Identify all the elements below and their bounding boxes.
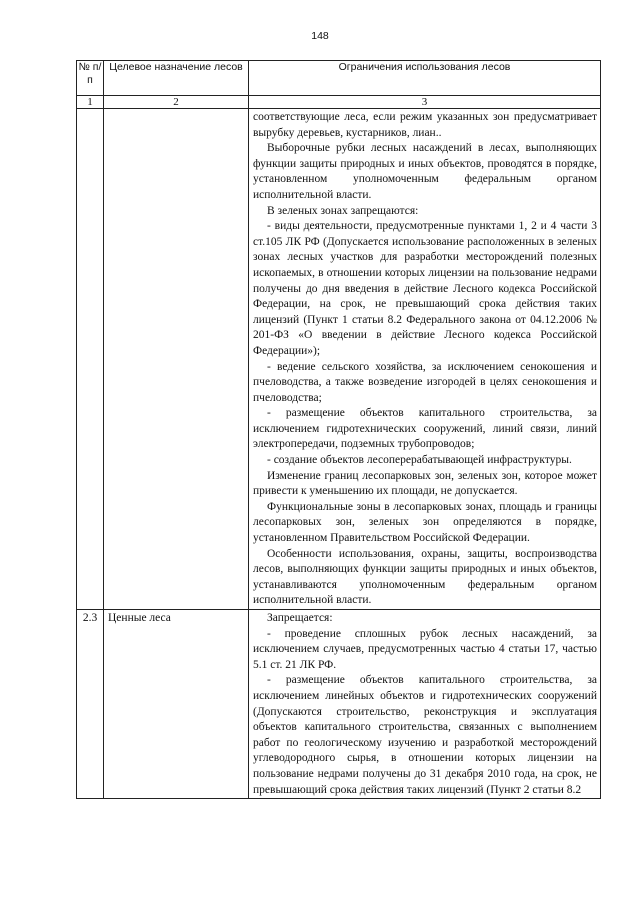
restriction-paragraph: - ведение сельского хозяйства, за исключением сенокошения и пчеловодства, а также возведение изгородей в целях сенокошения и пчеловодства; [253, 360, 597, 404]
page-number: 148 [311, 30, 329, 42]
column-number-row [77, 96, 601, 109]
table-header-row [77, 61, 601, 96]
restriction-paragraph: - размещение объектов капитального строительства, за исключением линейных объектов и гидротехнических сооружений (Допускаются строительство, реконструкция и эксплуатация объектов капитального строительства, связанных с выполнением работ по геологическому изучению и разработкой месторождений углеводородного сырья, в отношении которых лицензии на пользование недрами получены до 31 декабря 2010 года, на срок, не превышающий срока действия таких лицензий (Пункт 2 статьи 8.2 [253, 674, 597, 796]
restrictions-cell [249, 109, 601, 610]
table-row [77, 109, 601, 610]
restriction-paragraph: - размещение объектов капитального строительства, за исключением гидротехнических сооружений, линий связи, линий электропередачи, подземных трубопроводов; [253, 407, 597, 451]
header-restrictions: Ограничения использования лесов [249, 61, 601, 96]
restriction-paragraph: Изменение границ лесопарковых зон, зеленых зон, которое может привести к уменьшению их площади, не допускается. [253, 469, 597, 498]
restriction-paragraph: В зеленых зонах запрещаются: [267, 204, 419, 217]
row-number: 2.3 [77, 610, 104, 799]
restriction-paragraph: - создание объектов лесоперерабатывающей инфраструктуры. [267, 454, 572, 467]
restriction-paragraph: Особенности использования, охраны, защиты, воспроизводства лесов, выполняющих функции защиты природных и иных объектов, устанавливаются уполномоченным федеральным органом исполнительной власти. [253, 547, 597, 607]
forest-purpose: Ценные леса [104, 610, 249, 799]
restriction-paragraph: - проведение сплошных рубок лесных насаждений, за исключением случаев, предусмотренных частью 4 статьи 17, частью 5.1 ст. 21 ЛК РФ. [253, 627, 597, 671]
forest-restrictions-table [76, 60, 601, 799]
row-number [77, 109, 104, 610]
table-row [77, 610, 601, 799]
restriction-paragraph: Выборочные рубки лесных насаждений в лесах, выполняющих функции защиты природных и иных объектов, проводятся в порядке, установленном уполномоченным федеральным органом исполнительной власти. [253, 142, 597, 201]
restrictions-cell [249, 610, 601, 799]
header-num: № п/п [77, 61, 104, 96]
column-number: 3 [249, 96, 601, 109]
restriction-paragraph: Функциональные зоны в лесопарковых зонах, площадь и границы лесопарковых зон, зеленых зон определяются в порядке, установленном Правительством Российской Федерации. [253, 500, 597, 545]
header-purpose: Целевое назначение лесов [104, 61, 249, 96]
restriction-paragraph: Запрещается: [267, 612, 333, 624]
restriction-paragraph: - виды деятельности, предусмотренные пунктами 1, 2 и 4 части 3 ст.105 ЛК РФ (Допускается использование расположенных в зеленых зонах лесных участков для разработки месторождений полезных ископаемых, в отношении которых лицензии на пользование недрами получены до дня введения в действие Лесного кодекса Российской Федерации, на срок, не превышающий срока действия таких лицензий (Пункт 1 статьи 8.2 Федерального закона от 04.12.2006 № 201-ФЗ «О введении в действие Лесного кодекса Российской Федерации»); [253, 220, 597, 357]
forest-purpose [104, 109, 249, 610]
restriction-paragraph: соответствующие леса, если режим указанных зон предусматривает вырубку деревьев, кустарников, лиан.. [253, 111, 597, 139]
column-number: 2 [104, 96, 249, 109]
column-number: 1 [77, 96, 104, 109]
